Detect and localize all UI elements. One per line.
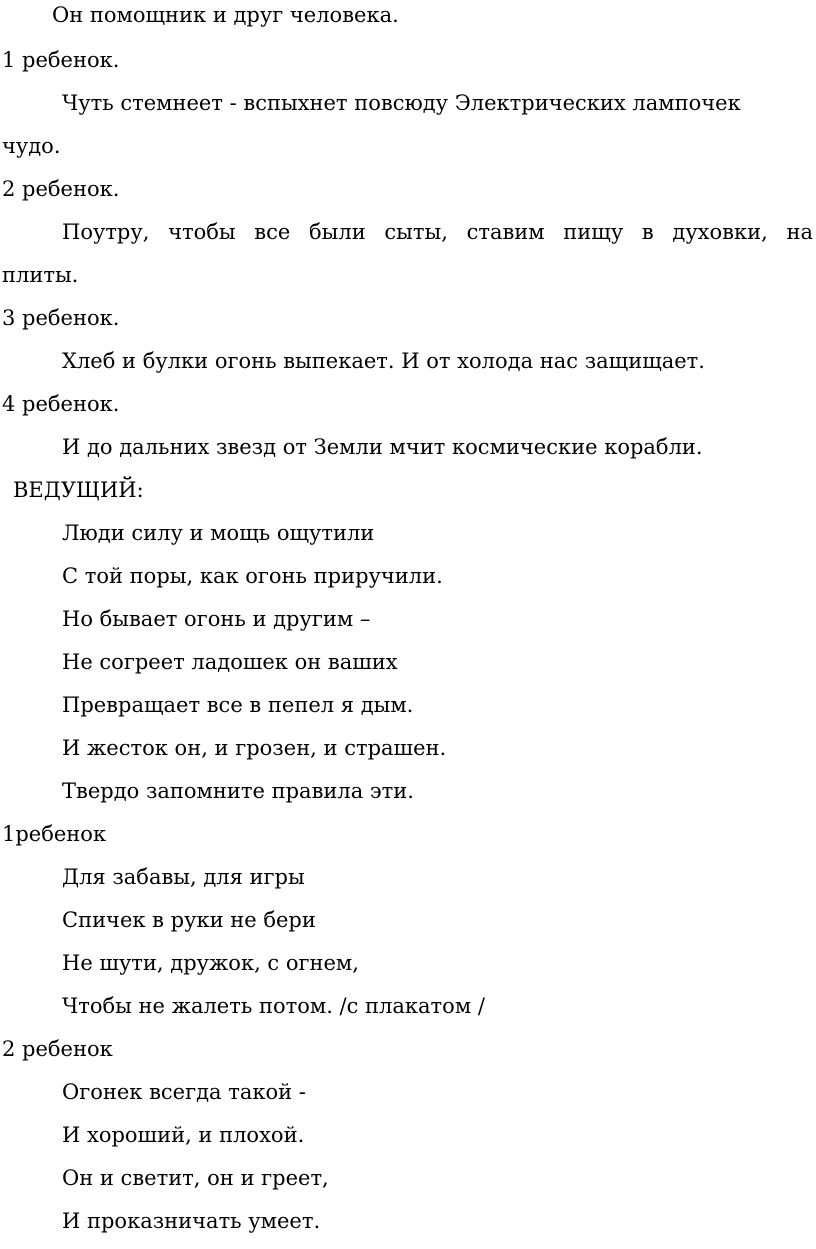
text-line: Спичек в руки не бери	[62, 908, 316, 932]
text-line: Он помощник и друг человека.	[52, 3, 399, 27]
text-line: Твердо запомните правила эти.	[62, 779, 414, 803]
text-line: Для забавы, для игры	[62, 865, 305, 889]
speaker-label: 4 ребенок.	[2, 392, 120, 416]
text-line: Чтобы не жалеть потом. /с плакатом /	[62, 994, 485, 1018]
speaker-label: 3 ребенок.	[2, 306, 120, 330]
text-line: Хлеб и булки огонь выпекает. И от холода нас защищает.	[62, 349, 705, 373]
text-line: Но бывает огонь и другим –	[62, 607, 371, 631]
text-line: Поутру, чтобы все были сыты, ставим пищу в духовки, на	[62, 220, 813, 244]
text-line: Не шути, дружок, с огнем,	[62, 951, 359, 975]
text-line: Не согреет ладошек он ваших	[62, 650, 398, 674]
text-line: Он и светит, он и греет,	[62, 1166, 329, 1190]
speaker-label: 2 ребенок.	[2, 177, 120, 201]
text-line: С той поры, как огонь приручили.	[62, 564, 443, 588]
text-line: Огонек всегда такой -	[62, 1080, 306, 1104]
text-line: Люди силу и мощь ощутили	[62, 521, 375, 545]
text-line: Чуть стемнеет - вспыхнет повсюду Электрических лампочек	[62, 91, 741, 115]
speaker-label: ВЕДУЩИЙ:	[13, 478, 144, 502]
text-line: плиты.	[2, 263, 79, 287]
speaker-label: 1ребенок	[2, 822, 107, 846]
text-line: И до дальних звезд от Земли мчит космические корабли.	[62, 435, 703, 459]
text-line: И проказничать умеет.	[62, 1209, 321, 1233]
text-line: чудо.	[2, 134, 61, 158]
text-line: И жесток он, и грозен, и страшен.	[62, 736, 447, 760]
text-line: И хороший, и плохой.	[62, 1123, 305, 1147]
text-line: Превращает все в пепел я дым.	[62, 693, 414, 717]
speaker-label: 1 ребенок.	[2, 48, 120, 72]
speaker-label: 2 ребенок	[2, 1037, 113, 1061]
